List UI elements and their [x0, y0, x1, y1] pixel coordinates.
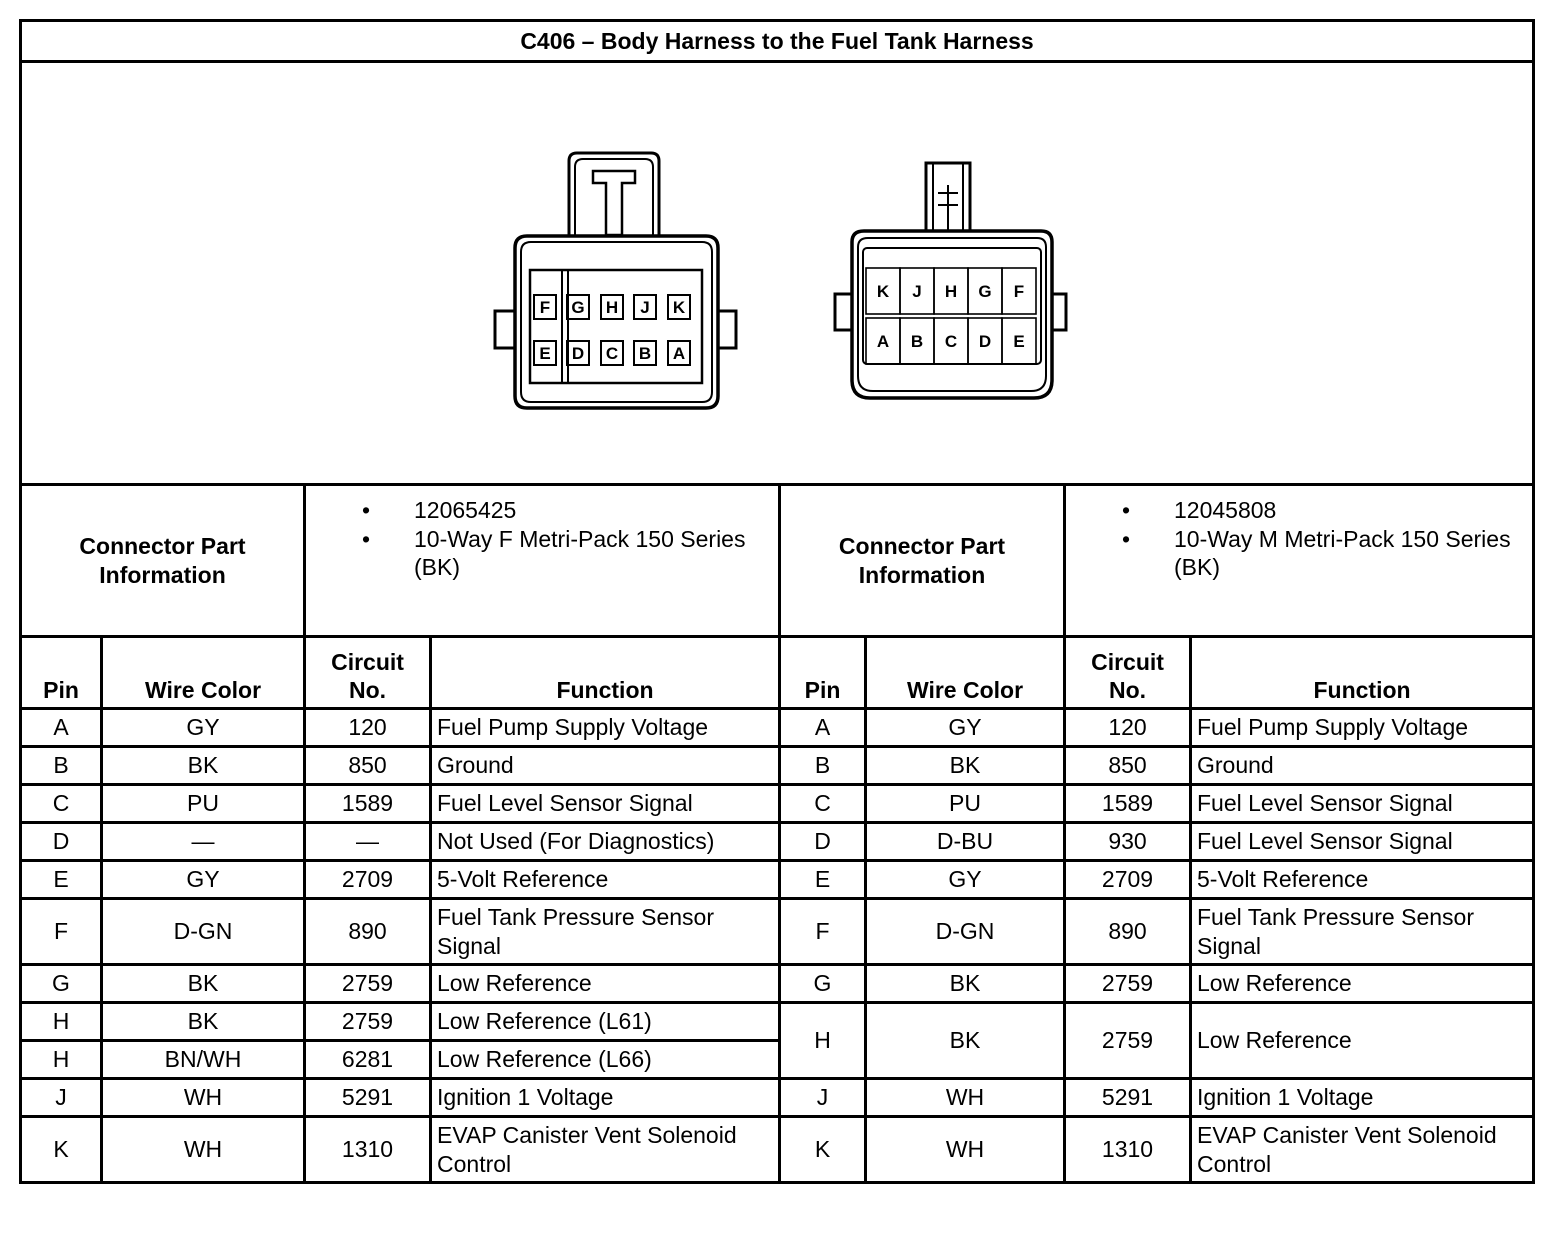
right-part-number: • 12045808	[1122, 497, 1277, 523]
male-cavity-label: B	[910, 332, 924, 351]
female-cavity-label: E	[539, 344, 551, 363]
connector-diagram-cell	[21, 62, 1534, 485]
female-cavity-b	[634, 341, 656, 365]
male-cavity-label: J	[912, 282, 922, 301]
circuit-cell: 5291	[305, 1079, 431, 1117]
table-row	[21, 1117, 1534, 1183]
female-cavity-j	[634, 295, 656, 319]
circuit-cell: 850	[1065, 747, 1191, 785]
pin-cell: J	[21, 1079, 102, 1117]
function-cell: Ground	[1191, 747, 1534, 785]
table-row	[21, 823, 1534, 861]
function-cell: Fuel Level Sensor Signal	[1191, 785, 1534, 823]
wire-color-cell: D-GN	[102, 899, 305, 965]
wire-color-cell: WH	[102, 1117, 305, 1183]
circuit-cell: 1310	[1065, 1117, 1191, 1183]
wire-color-cell: WH	[866, 1117, 1065, 1183]
circuit-cell: —	[305, 823, 431, 861]
table-row	[21, 899, 1534, 965]
circuit-cell: 2759	[1065, 965, 1191, 1003]
function-cell: Low Reference	[1191, 965, 1534, 1003]
wire-color-cell: BK	[866, 965, 1065, 1003]
pin-cell: C	[21, 785, 102, 823]
female-cavity-h	[601, 295, 623, 319]
female-cavity-e	[534, 341, 556, 365]
circuit-cell: 1589	[1065, 785, 1191, 823]
circuit-cell: 1310	[305, 1117, 431, 1183]
male-cavity-label: H	[944, 282, 958, 301]
bullet-icon: •	[362, 497, 371, 523]
pin-cell: E	[780, 861, 866, 899]
male-cavity-h	[934, 268, 968, 314]
male-cavity-b	[900, 318, 934, 364]
male-cavity-c	[934, 318, 968, 364]
table-row	[21, 1079, 1534, 1117]
wire-color-cell: GY	[102, 861, 305, 899]
function-cell: Low Reference (L66)	[431, 1041, 780, 1079]
circuit-cell: 850	[305, 747, 431, 785]
left-part-description: • 10-Way F Metri-Pack 150 Series (BK)	[362, 525, 746, 581]
function-cell: EVAP Canister Vent Solenoid Control	[1191, 1117, 1534, 1183]
female-cavity-d	[567, 341, 589, 365]
female-cavity-label: D	[571, 344, 585, 363]
female-cavity-label: C	[605, 344, 619, 363]
function-cell: Fuel Pump Supply Voltage	[431, 709, 780, 747]
male-connector-drawing	[835, 163, 1066, 398]
female-cavity-f	[534, 295, 556, 319]
female-cavity-c	[601, 341, 623, 365]
right-connector-part-info	[1065, 485, 1534, 637]
wire-color-cell: BK	[102, 747, 305, 785]
pin-cell: C	[780, 785, 866, 823]
table-row	[21, 747, 1534, 785]
pin-cell: E	[21, 861, 102, 899]
left-part-number: • 12065425	[362, 497, 517, 523]
col-header-pin: Pin	[780, 637, 866, 709]
circuit-cell: 890	[1065, 899, 1191, 965]
function-cell: Fuel Pump Supply Voltage	[1191, 709, 1534, 747]
female-cavity-label: H	[605, 298, 619, 317]
connector-diagram	[22, 63, 1529, 487]
wire-color-cell: D-BU	[866, 823, 1065, 861]
wire-color-cell: GY	[102, 709, 305, 747]
function-cell: Ignition 1 Voltage	[1191, 1079, 1534, 1117]
col-header-wire-color: Wire Color	[866, 637, 1065, 709]
function-cell: Fuel Level Sensor Signal	[1191, 823, 1534, 861]
circuit-cell: 6281	[305, 1041, 431, 1079]
female-cavity-k	[668, 295, 690, 319]
function-cell: Ground	[431, 747, 780, 785]
circuit-cell: 2759	[305, 1003, 431, 1041]
page-title: C406 – Body Harness to the Fuel Tank Harness	[21, 21, 1534, 62]
wire-color-cell: GY	[866, 861, 1065, 899]
circuit-cell: 2709	[305, 861, 431, 899]
circuit-cell: 5291	[1065, 1079, 1191, 1117]
pin-cell: A	[21, 709, 102, 747]
female-cavity-g	[567, 295, 589, 319]
male-cavity-k	[866, 268, 900, 314]
wire-color-cell: BK	[102, 1003, 305, 1041]
table-row	[21, 709, 1534, 747]
right-connector-info-label: Connector Part Information	[780, 485, 1065, 637]
col-header-circuit-no: Circuit No.	[1065, 637, 1191, 709]
female-cavity-label: K	[672, 298, 686, 317]
col-header-function: Function	[431, 637, 780, 709]
wire-color-cell: —	[102, 823, 305, 861]
function-cell: Low Reference	[431, 965, 780, 1003]
female-cavity-label: F	[539, 298, 551, 317]
pin-cell: B	[21, 747, 102, 785]
bullet-icon: •	[1122, 525, 1131, 552]
male-cavity-label: A	[876, 332, 890, 351]
function-cell: Fuel Level Sensor Signal	[431, 785, 780, 823]
pin-cell: G	[780, 965, 866, 1003]
circuit-cell: 2759	[1065, 1003, 1191, 1079]
circuit-cell: 120	[305, 709, 431, 747]
male-cavity-label: F	[1013, 282, 1025, 301]
left-connector-info-label: Connector Part Information	[21, 485, 305, 637]
wire-color-cell: BN/WH	[102, 1041, 305, 1079]
wire-color-cell: PU	[866, 785, 1065, 823]
wire-color-cell: BK	[102, 965, 305, 1003]
table-row	[21, 965, 1534, 1003]
pin-cell: B	[780, 747, 866, 785]
circuit-cell: 930	[1065, 823, 1191, 861]
male-cavity-e	[1002, 318, 1036, 364]
wire-color-cell: PU	[102, 785, 305, 823]
female-cavity-label: B	[638, 344, 652, 363]
female-cavity-a	[668, 341, 690, 365]
bullet-icon: •	[362, 525, 371, 552]
male-cavity-a	[866, 318, 900, 364]
pin-cell: H	[780, 1003, 866, 1079]
connector-table	[19, 19, 1535, 1184]
wire-color-cell: GY	[866, 709, 1065, 747]
pin-cell: J	[780, 1079, 866, 1117]
wire-color-cell: D-GN	[866, 899, 1065, 965]
function-cell: Low Reference (L61)	[431, 1003, 780, 1041]
male-cavity-label: K	[876, 282, 890, 301]
table-row	[21, 861, 1534, 899]
connector-end-view-sheet	[19, 19, 1532, 1184]
function-cell: 5-Volt Reference	[1191, 861, 1534, 899]
male-cavity-j	[900, 268, 934, 314]
female-cavity-label: G	[571, 298, 585, 317]
wire-color-cell: WH	[866, 1079, 1065, 1117]
col-header-circuit-no: Circuit No.	[305, 637, 431, 709]
col-header-function: Function	[1191, 637, 1534, 709]
table-row	[21, 785, 1534, 823]
female-cavity-label: J	[640, 298, 650, 317]
male-cavity-d	[968, 318, 1002, 364]
male-cavity-g	[968, 268, 1002, 314]
male-cavity-label: D	[978, 332, 992, 351]
function-cell: EVAP Canister Vent Solenoid Control	[431, 1117, 780, 1183]
pin-cell: A	[780, 709, 866, 747]
col-header-pin: Pin	[21, 637, 102, 709]
wire-color-cell: BK	[866, 747, 1065, 785]
circuit-cell: 2759	[305, 965, 431, 1003]
col-header-wire-color: Wire Color	[102, 637, 305, 709]
wire-color-cell: BK	[866, 1003, 1065, 1079]
pin-cell: D	[21, 823, 102, 861]
function-cell: Low Reference	[1191, 1003, 1534, 1079]
pin-cell: D	[780, 823, 866, 861]
male-cavity-f	[1002, 268, 1036, 314]
pin-cell: K	[21, 1117, 102, 1183]
pin-cell: G	[21, 965, 102, 1003]
left-connector-part-info	[305, 485, 780, 637]
circuit-cell: 1589	[305, 785, 431, 823]
table-row	[21, 1003, 1534, 1041]
female-cavity-label: A	[672, 344, 686, 363]
right-part-description: • 10-Way M Metri-Pack 150 Series (BK)	[1122, 525, 1511, 581]
female-connector-drawing	[495, 153, 736, 408]
function-cell: 5-Volt Reference	[431, 861, 780, 899]
circuit-cell: 120	[1065, 709, 1191, 747]
male-cavity-label: C	[944, 332, 958, 351]
function-cell: Not Used (For Diagnostics)	[431, 823, 780, 861]
bullet-icon: •	[1122, 497, 1131, 523]
male-cavity-label: E	[1013, 332, 1025, 351]
function-cell: Ignition 1 Voltage	[431, 1079, 780, 1117]
pin-cell: F	[21, 899, 102, 965]
pin-cell: F	[780, 899, 866, 965]
pin-cell: H	[21, 1003, 102, 1041]
male-cavity-label: G	[978, 282, 992, 301]
function-cell: Fuel Tank Pressure Sensor Signal	[1191, 899, 1534, 965]
function-cell: Fuel Tank Pressure Sensor Signal	[431, 899, 780, 965]
pin-cell: K	[780, 1117, 866, 1183]
circuit-cell: 890	[305, 899, 431, 965]
pin-cell: H	[21, 1041, 102, 1079]
wire-color-cell: WH	[102, 1079, 305, 1117]
circuit-cell: 2709	[1065, 861, 1191, 899]
